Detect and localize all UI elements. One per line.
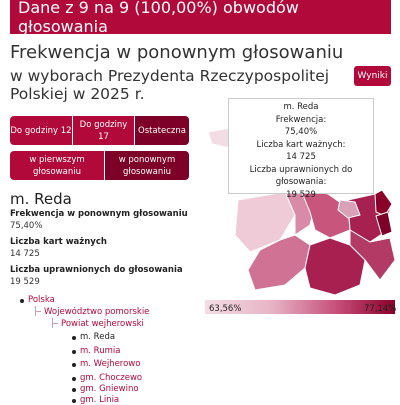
tree-link-choczewo[interactable]: gm. Choczewo xyxy=(80,373,143,383)
tooltip-name: m. Reda xyxy=(283,102,319,112)
tree-bullet xyxy=(72,377,76,381)
valid-ballots-value: 14 725 xyxy=(10,249,40,259)
tree-link-rumia[interactable]: m. Rumia xyxy=(80,346,121,356)
tooltip-turnout-label: Frekwencja: xyxy=(275,114,327,125)
tab-first-round[interactable]: w pierwszym głosowaniu xyxy=(10,151,104,180)
tree-link-voivodeship[interactable]: Województwo pomorskie xyxy=(44,307,150,317)
tooltip-valid-label: Liczba kart ważnych: xyxy=(256,139,346,150)
eligible-voters-value: 19 529 xyxy=(10,277,40,287)
tree-bullet xyxy=(72,388,76,392)
district-name: m. Reda xyxy=(10,190,72,208)
tree-link-linia[interactable]: gm. Linia xyxy=(80,395,120,405)
valid-ballots-label: Liczba kart ważnych xyxy=(10,237,107,247)
results-banner xyxy=(10,0,391,34)
tree-link-gniewino[interactable]: gm. Gniewino xyxy=(80,384,139,394)
tab-final[interactable]: Ostateczna xyxy=(135,116,189,145)
eligible-voters-label: Liczba uprawnionych do głosowania xyxy=(10,265,183,275)
tree-link-wejherowo[interactable]: m. Wejherowo xyxy=(80,359,141,369)
tree-link-county[interactable]: Powiat wejherowski xyxy=(61,319,144,329)
tree-bullet xyxy=(20,299,24,303)
tooltip-turnout-value: 75,40% xyxy=(284,127,318,137)
tree-bullet xyxy=(72,350,76,354)
tree-link-country[interactable]: Polska xyxy=(28,295,55,305)
page-title: Frekwencja w ponownym głosowaniu xyxy=(10,42,344,63)
map-tooltip xyxy=(228,98,374,200)
tooltip-eligible-label: Liczba uprawnionych do głosowania: xyxy=(249,164,353,187)
tree-bullet xyxy=(72,336,76,340)
tooltip-valid-value: 14 725 xyxy=(286,152,316,162)
legend-min: 63,56% xyxy=(209,304,242,314)
tab-until-12[interactable]: Do godziny 12 xyxy=(10,116,72,145)
turnout-label: Frekwencja w ponownym głosowaniu xyxy=(10,209,188,219)
tab-second-round[interactable]: w ponownym głosowaniu xyxy=(105,151,189,180)
tooltip-eligible-value: 19 529 xyxy=(286,189,316,200)
tree-item-current: m. Reda xyxy=(80,332,116,342)
banner-text: Dane z 9 na 9 (100,00%) obwodów głosowania xyxy=(18,0,299,36)
results-button[interactable]: Wyniki xyxy=(354,66,391,86)
page-subtitle: w wyborach Prezydenta Rzeczypospolitej Polskiej w 2025 r. xyxy=(10,67,330,103)
legend-max: 77,14% xyxy=(364,304,397,314)
tab-until-17[interactable]: Do godziny 17 xyxy=(73,116,134,145)
tree-bullet xyxy=(72,363,76,367)
turnout-value: 75,40% xyxy=(10,221,43,231)
